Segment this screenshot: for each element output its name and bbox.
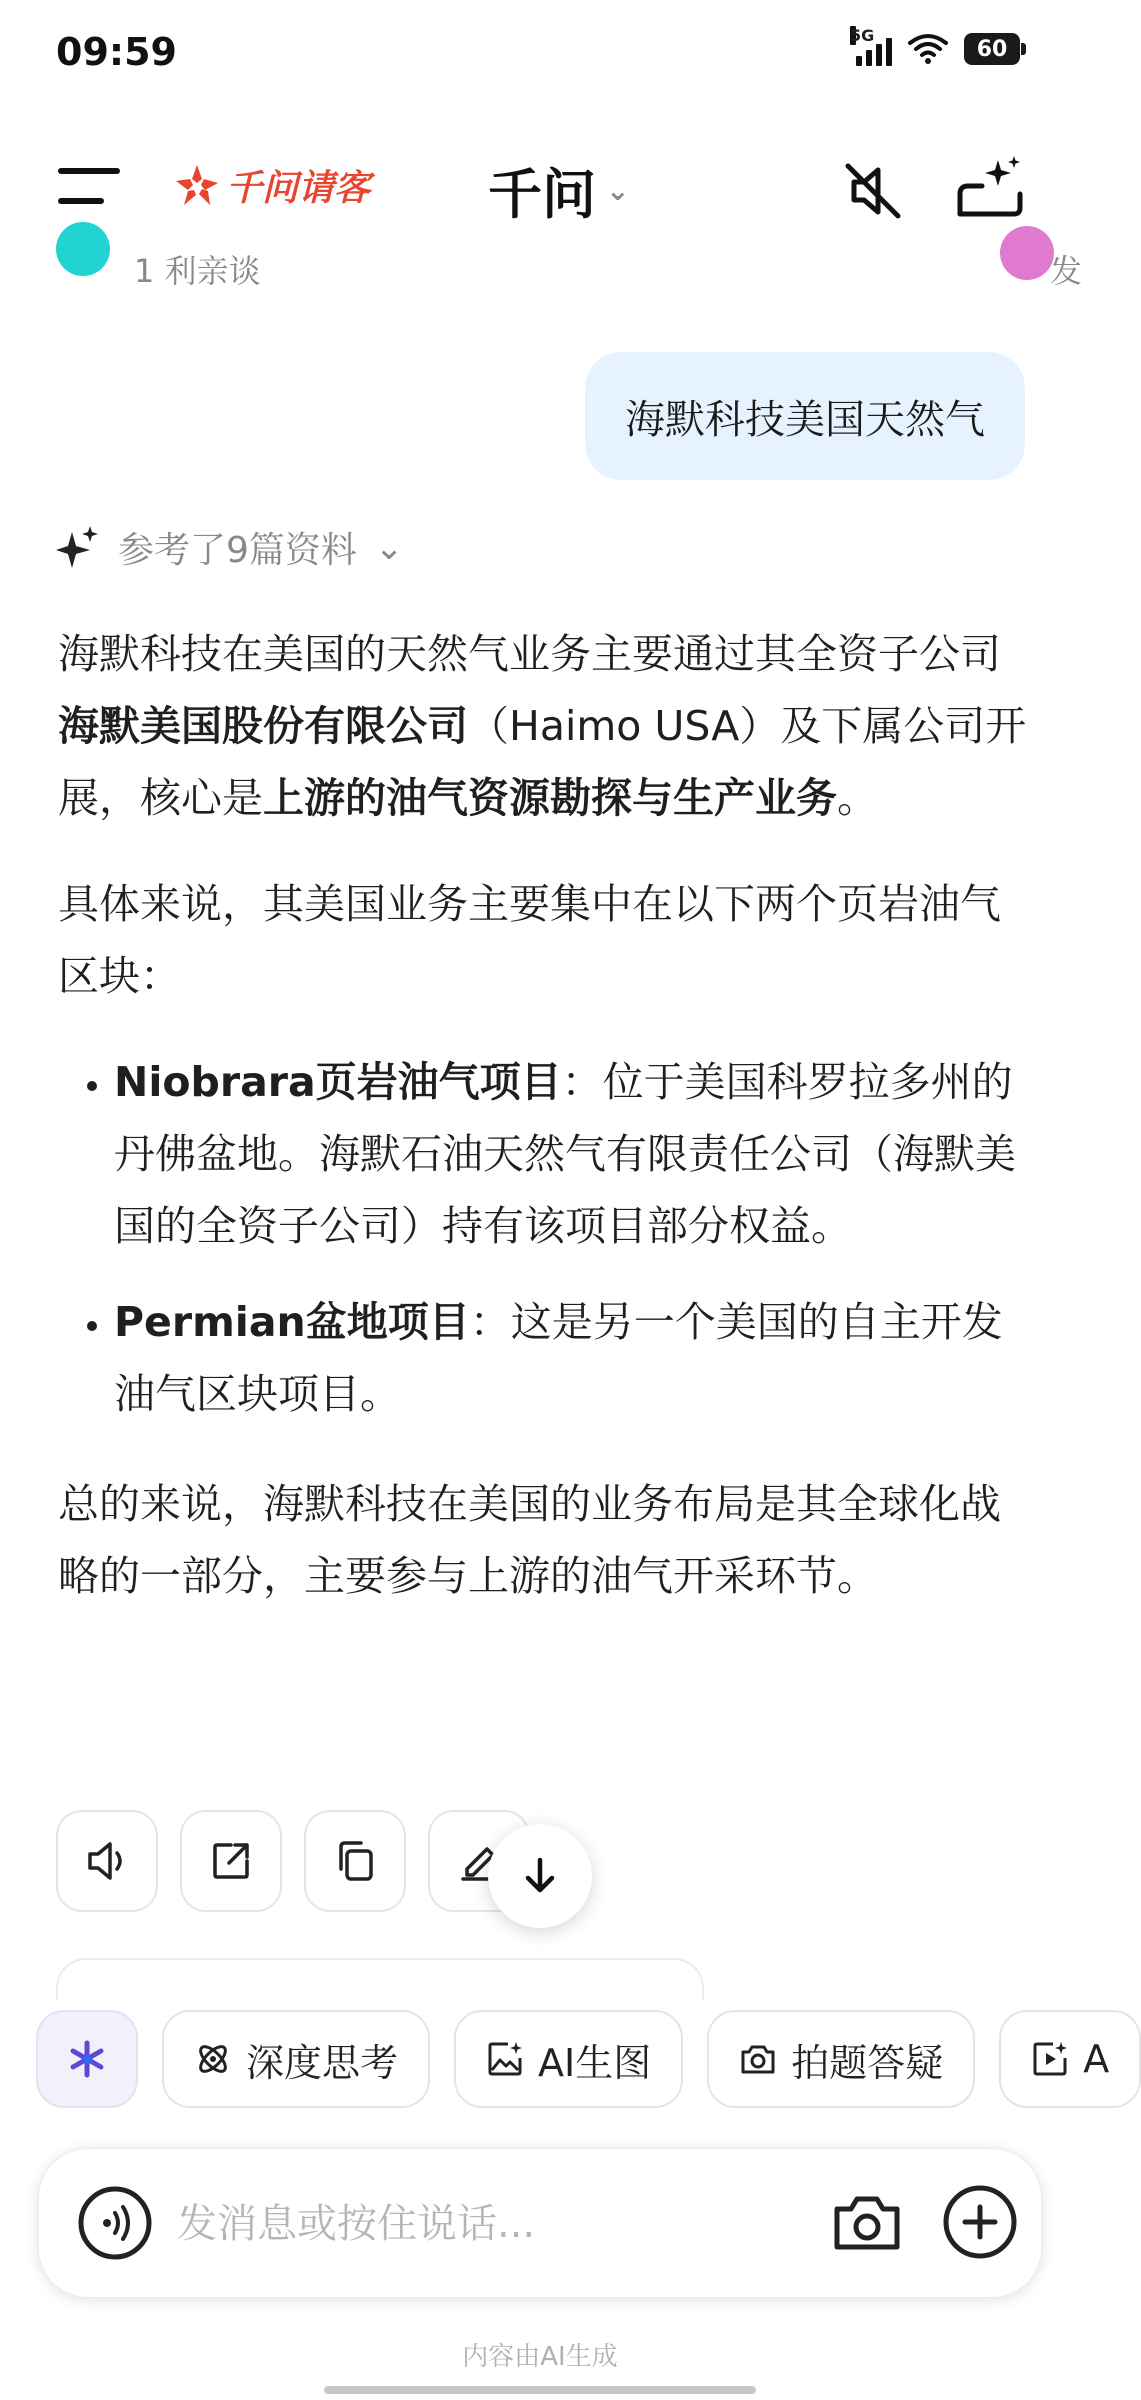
promo-logo-text: 千问请客 — [226, 168, 371, 209]
references-toggle[interactable] — [56, 522, 403, 573]
chip-label: 拍题答疑 — [791, 2040, 944, 2085]
references-label: 参考了9篇资料 — [118, 530, 357, 571]
chip-more[interactable] — [999, 2010, 1141, 2108]
network-type-label: 5G — [850, 26, 875, 45]
previous-text: 1 利亲谈 — [134, 252, 261, 290]
camera-question-icon — [739, 2040, 777, 2078]
scroll-to-bottom-button[interactable] — [488, 1824, 592, 1928]
home-indicator[interactable] — [324, 2386, 756, 2394]
message-composer — [38, 2148, 1042, 2298]
message-input[interactable] — [175, 2185, 819, 2263]
status-icons — [850, 26, 1020, 66]
avatar — [1000, 226, 1054, 280]
ai-disclaimer: 内容由AI生成 — [462, 2342, 618, 2372]
avatar — [56, 222, 110, 276]
mute-button[interactable] — [840, 158, 906, 224]
image-gen-icon — [486, 2040, 524, 2078]
chip-deep-think[interactable] — [162, 2010, 430, 2108]
cellular-signal-icon — [850, 26, 892, 66]
copy-button[interactable] — [304, 1810, 406, 1912]
answer-paragraph: 具体来说，其美国业务主要集中在以下两个页岩油气区块： — [58, 880, 1001, 1000]
chip-label: 深度思考 — [246, 2040, 399, 2085]
speaker-icon — [84, 1838, 130, 1884]
wifi-icon — [908, 33, 948, 65]
chevron-down-icon: ⌄ — [606, 174, 630, 207]
camera-icon — [827, 2183, 907, 2263]
volume-mute-icon — [840, 158, 906, 224]
suggestion-card-fragment — [56, 1958, 704, 2000]
battery-icon: 60 — [964, 33, 1020, 65]
voice-input-button[interactable] — [77, 2185, 153, 2261]
menu-button[interactable] — [58, 168, 120, 212]
arrow-down-icon — [518, 1854, 562, 1898]
feature-chips — [36, 2010, 1141, 2108]
chevron-down-icon: ⌄ — [374, 527, 404, 568]
answer-list — [58, 1046, 1028, 1430]
video-icon — [1031, 2040, 1069, 2078]
sparkle-icon — [67, 2039, 107, 2079]
list-item: • Niobrara页岩油气项目：位于美国科罗拉多州的丹佛盆地。海默石油天然气有限责任公司（海默美国的全资子公司）持有该项目部分权益。 — [114, 1046, 1028, 1262]
page-title: 千问 — [488, 163, 596, 226]
add-attachment-button[interactable] — [939, 2181, 1021, 2263]
answer-actions — [56, 1810, 530, 1912]
voice-wave-icon — [77, 2185, 153, 2261]
chip-photo-question[interactable] — [707, 2010, 975, 2108]
list-item: • Permian盆地项目：这是另一个美国的自主开发油气区块项目。 — [114, 1286, 1028, 1430]
flower-logo-icon — [174, 163, 220, 209]
share-button[interactable] — [180, 1810, 282, 1912]
new-chat-button[interactable] — [954, 152, 1026, 224]
promo-logo[interactable] — [174, 160, 370, 211]
previous-message-fragment — [56, 252, 1082, 294]
answer-paragraph: 总的来说，海默科技在美国的业务布局是其全球化战略的一部分，主要参与上游的油气开采环节。 — [58, 1480, 1001, 1600]
previous-text: 发 — [1049, 252, 1082, 290]
plus-circle-icon — [939, 2181, 1021, 2263]
user-message-bubble[interactable]: 海默科技美国天然气 — [585, 352, 1025, 480]
chip-label: AI生图 — [538, 2040, 652, 2085]
answer-paragraph: 海默科技在美国的天然气业务主要通过其全资子公司海默美国股份有限公司（Haimo USA）及下属公司开展，核心是上游的油气资源勘探与生产业务。 — [58, 630, 1027, 822]
sparkle-icon — [56, 526, 100, 570]
new-chat-icon — [954, 152, 1026, 224]
chip-assistant[interactable] — [36, 2010, 138, 2108]
deep-think-icon — [194, 2040, 232, 2078]
chip-ai-image[interactable] — [454, 2010, 683, 2108]
share-icon — [209, 1839, 253, 1883]
read-aloud-button[interactable] — [56, 1810, 158, 1912]
assistant-answer — [58, 618, 1028, 1646]
status-time: 09:59 — [56, 30, 177, 74]
model-selector[interactable] — [488, 152, 629, 229]
copy-icon — [333, 1839, 377, 1883]
camera-button[interactable] — [827, 2183, 907, 2263]
chip-label: A — [1083, 2037, 1110, 2081]
